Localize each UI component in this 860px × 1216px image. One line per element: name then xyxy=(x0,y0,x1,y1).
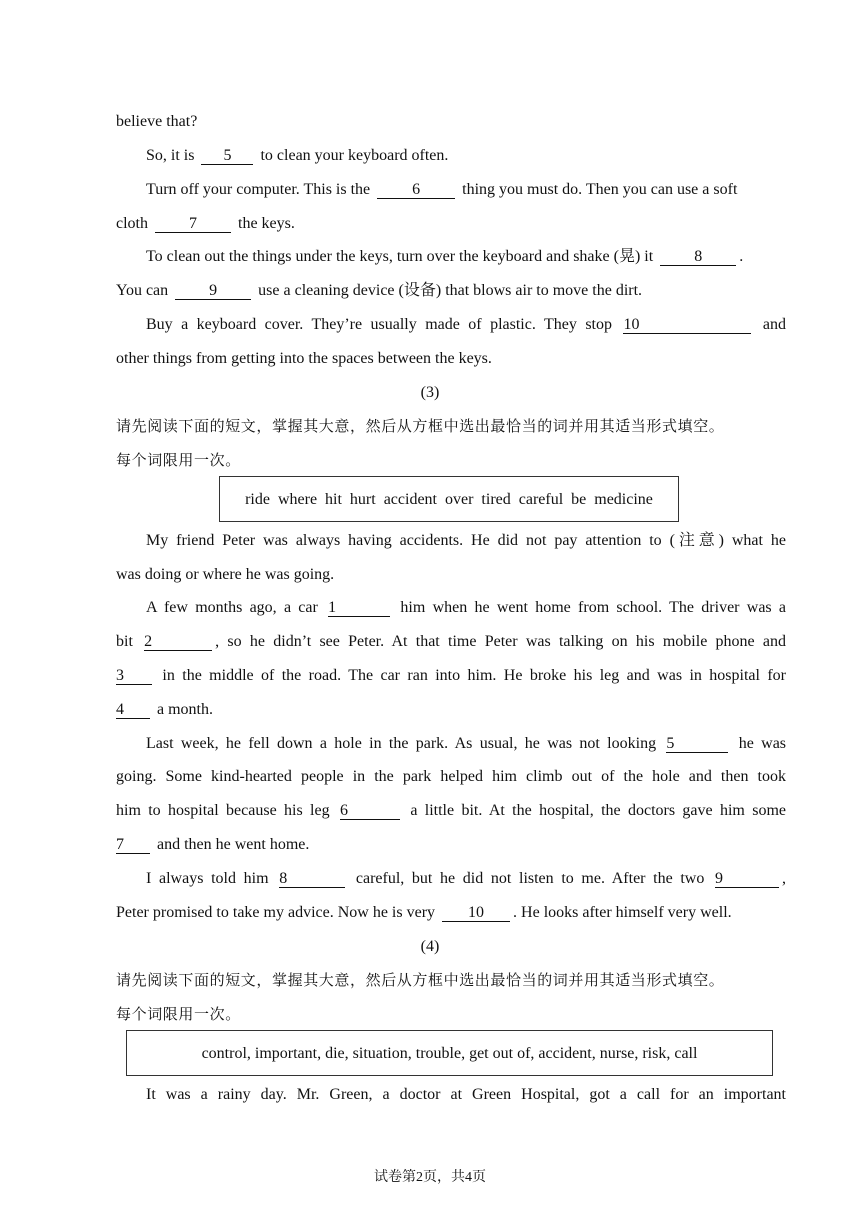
blank-9: 9 xyxy=(715,870,779,888)
instruction-text: 请先阅读下面的短文，掌握其大意，然后从方框中选出最恰当的词并用其适当形式填空。 xyxy=(116,417,725,435)
text-line: To clean out the things under the keys, turn over the keyboard and shake (晃) it 8 . xyxy=(146,248,744,265)
word-bank-box: control, important, die, situation, trouble, get out of, accident, nurse, risk, call xyxy=(126,1030,773,1076)
instruction-text: 请先阅读下面的短文，掌握其大意，然后从方框中选出最恰当的词并用其适当形式填空。 xyxy=(116,971,725,989)
text-line: My friend Peter was always having accidents. He did not pay attention to (注意) what he xyxy=(146,532,786,549)
blank-6: 6 xyxy=(340,802,400,820)
blank-9: 9 xyxy=(175,282,251,300)
page-footer: 试卷第2页，共4页 xyxy=(374,1170,486,1185)
word-bank-box: ride where hit hurt accident over tired careful be medicine xyxy=(219,476,679,522)
blank-4: 4 xyxy=(116,701,150,719)
blank-2: 2 xyxy=(144,633,212,651)
text-line: Peter promised to take my advice. Now he is very 10 . He looks after himself very well. xyxy=(116,904,732,921)
blank-5: 5 xyxy=(666,735,728,753)
text-line: It was a rainy day. Mr. Green, a doctor at Green Hospital, got a call for an important xyxy=(146,1086,786,1103)
blank-6: 6 xyxy=(377,181,455,199)
text-line: A few months ago, a car 1 him when he went home from school. The driver was a xyxy=(146,599,787,616)
blank-8: 8 xyxy=(279,870,345,888)
text-line: So, it is 5 to clean your keyboard often. xyxy=(146,147,449,164)
instruction-text: 每个词限用一次。 xyxy=(116,451,241,469)
text-line: going. Some kind-hearted people in the park helped him climb out of the hole and then took xyxy=(116,768,786,785)
text-line: other things from getting into the spaces between the keys. xyxy=(116,350,492,367)
blank-7: 7 xyxy=(116,836,150,854)
text-line: believe that? xyxy=(116,113,198,130)
section-number: (4) xyxy=(420,938,440,955)
text-line: 7 and then he went home. xyxy=(116,836,310,853)
blank-10: 10 xyxy=(442,904,510,922)
text-line: You can 9 use a cleaning device (设备) that blows air to move the dirt. xyxy=(116,282,643,299)
blank-8: 8 xyxy=(660,248,736,266)
blank-7: 7 xyxy=(155,215,231,233)
text-line: cloth 7 the keys. xyxy=(116,215,295,232)
blank-10: 10 xyxy=(623,316,751,334)
text-line: I always told him 8 careful, but he did not listen to me. After the two 9 , xyxy=(146,870,787,887)
text-line: 4 a month. xyxy=(116,701,213,718)
blank-1: 1 xyxy=(328,599,390,617)
section-number: (3) xyxy=(420,384,440,401)
blank-5: 5 xyxy=(201,147,253,165)
text-line: was doing or where he was going. xyxy=(116,566,335,583)
text-line: him to hospital because his leg 6 a little bit. At the hospital, the doctors gave him some xyxy=(116,802,787,819)
text-line: Turn off your computer. This is the 6 thing you must do. Then you can use a soft xyxy=(146,181,738,198)
blank-3: 3 xyxy=(116,667,152,685)
text-line: bit 2 , so he didn’t see Peter. At that time Peter was talking on his mobile phone and xyxy=(116,633,787,650)
text-line: Buy a keyboard cover. They’re usually made of plastic. They stop 10 and xyxy=(146,316,787,333)
text-line: 3 in the middle of the road. The car ran into him. He broke his leg and was in hospital for xyxy=(116,667,787,684)
text-line: Last week, he fell down a hole in the park. As usual, he was not looking 5 he was xyxy=(146,735,787,752)
instruction-text: 每个词限用一次。 xyxy=(116,1005,241,1023)
